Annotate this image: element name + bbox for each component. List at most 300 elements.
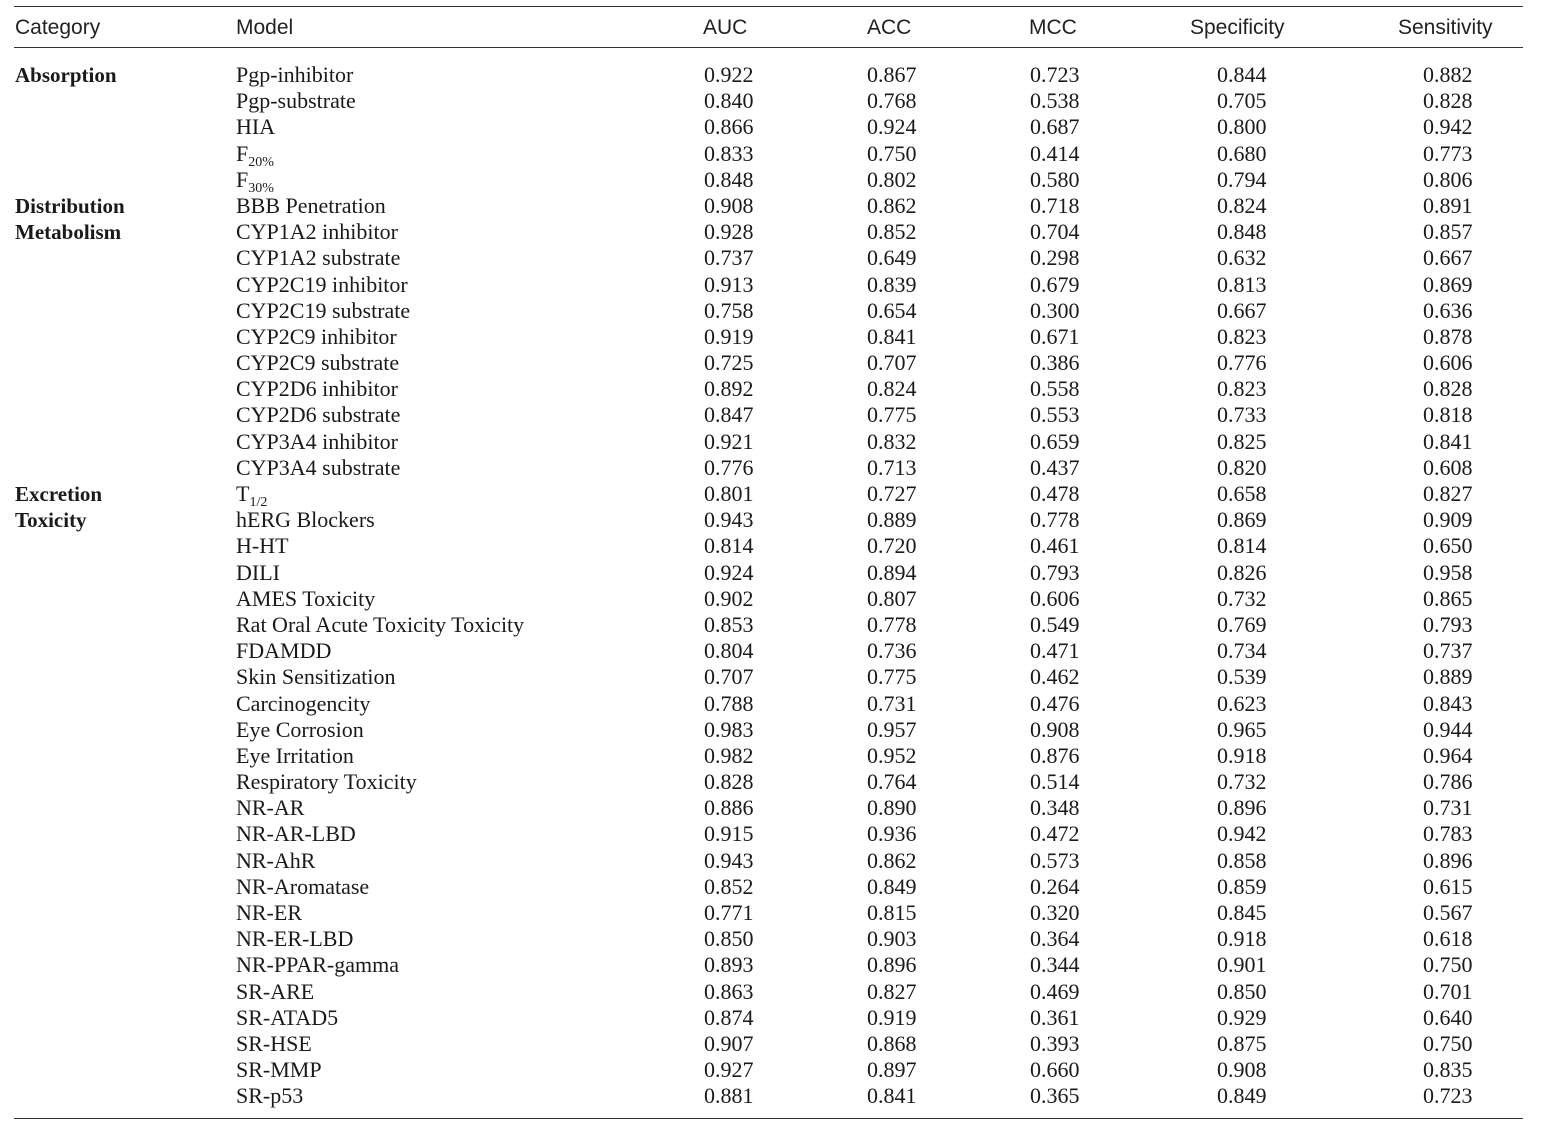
- row-model: NR-ER: [236, 900, 302, 925]
- cell-mcc: 0.659: [1030, 428, 1080, 454]
- table-row: [14, 874, 1523, 900]
- cell-acc: 0.827: [867, 978, 917, 1004]
- cell-sensitivity: 0.636: [1423, 297, 1473, 323]
- row-model: CYP3A4 substrate: [236, 454, 401, 480]
- cell-mcc: 0.606: [1030, 585, 1080, 611]
- table-row: [14, 272, 1523, 298]
- cell-auc: 0.983: [704, 716, 754, 742]
- cell-acc: 0.731: [867, 690, 917, 716]
- row-model: SR-ATAD5: [236, 1004, 339, 1030]
- cell-mcc: 0.660: [1030, 1057, 1080, 1083]
- cell-acc: 0.862: [867, 847, 917, 873]
- row-model: DILI: [236, 559, 280, 585]
- cell-acc: 0.894: [867, 559, 917, 585]
- cell-mcc: 0.264: [1030, 873, 1080, 899]
- cell-mcc: 0.364: [1030, 926, 1080, 952]
- cell-auc: 0.924: [704, 559, 754, 585]
- cell-sensitivity: 0.891: [1423, 192, 1473, 218]
- cell-acc: 0.889: [867, 507, 917, 533]
- row-model: Pgp-inhibitor: [236, 62, 354, 87]
- cell-specificity: 0.667: [1217, 297, 1267, 323]
- cell-acc: 0.778: [867, 611, 917, 637]
- cell-mcc: 0.462: [1030, 664, 1080, 690]
- cell-sensitivity: 0.818: [1423, 402, 1473, 428]
- table-row: [14, 821, 1523, 847]
- cell-auc: 0.928: [704, 219, 754, 245]
- cell-sensitivity: 0.793: [1423, 611, 1473, 637]
- cell-sensitivity: 0.737: [1423, 638, 1473, 664]
- row-model: NR-PPAR-gamma: [236, 952, 399, 978]
- table-row: [14, 376, 1523, 402]
- cell-specificity: 0.794: [1217, 166, 1267, 192]
- cell-auc: 0.874: [704, 1004, 754, 1030]
- cell-acc: 0.936: [867, 821, 917, 847]
- table-row: [14, 298, 1523, 324]
- row-category: Metabolism: [15, 220, 122, 245]
- cell-specificity: 0.705: [1217, 88, 1267, 114]
- table-row: [14, 402, 1523, 428]
- cell-sensitivity: 0.667: [1423, 245, 1473, 271]
- cell-acc: 0.903: [867, 926, 917, 952]
- row-model: NR-AhR: [236, 847, 316, 873]
- table-row: [14, 1031, 1523, 1057]
- cell-specificity: 0.844: [1217, 62, 1267, 87]
- table-row: [14, 1057, 1523, 1083]
- table-row: [14, 560, 1523, 586]
- cell-acc: 0.750: [867, 140, 917, 166]
- row-category: Distribution: [15, 193, 125, 218]
- row-model: NR-Aromatase: [236, 873, 370, 899]
- table-row: [14, 717, 1523, 743]
- table-row: [14, 429, 1523, 455]
- cell-sensitivity: 0.944: [1423, 716, 1473, 742]
- cell-auc: 0.922: [704, 62, 754, 87]
- row-model: [236, 166, 274, 196]
- model-subscript: 1/2: [249, 495, 268, 510]
- row-category: Absorption: [15, 63, 117, 87]
- row-category: Excretion: [15, 482, 103, 506]
- cell-acc: 0.802: [867, 166, 917, 192]
- cell-acc: 0.896: [867, 952, 917, 978]
- cell-mcc: 0.538: [1030, 88, 1080, 114]
- cell-specificity: 0.733: [1217, 402, 1267, 428]
- cell-acc: 0.852: [867, 219, 917, 245]
- table-row: [14, 979, 1523, 1005]
- cell-auc: 0.707: [704, 664, 754, 690]
- cell-specificity: 0.908: [1217, 1057, 1267, 1083]
- cell-mcc: 0.414: [1030, 140, 1080, 166]
- cell-auc: 0.982: [704, 742, 754, 768]
- cell-auc: 0.886: [704, 795, 754, 821]
- cell-auc: 0.804: [704, 638, 754, 664]
- row-model: CYP2C19 substrate: [236, 297, 411, 323]
- cell-auc: 0.852: [704, 873, 754, 899]
- row-model: NR-ER-LBD: [236, 926, 354, 952]
- cell-mcc: 0.514: [1030, 769, 1080, 795]
- results-table: [14, 6, 1523, 1119]
- cell-acc: 0.897: [867, 1057, 917, 1083]
- model-subscript: 20%: [248, 154, 274, 170]
- cell-sensitivity: 0.606: [1423, 350, 1473, 376]
- table-row: [14, 926, 1523, 952]
- cell-sensitivity: 0.841: [1423, 428, 1473, 454]
- cell-sensitivity: 0.843: [1423, 690, 1473, 716]
- cell-sensitivity: 0.773: [1423, 140, 1473, 166]
- cell-acc: 0.832: [867, 428, 917, 454]
- cell-acc: 0.919: [867, 1004, 917, 1030]
- cell-acc: 0.720: [867, 533, 917, 559]
- cell-auc: 0.847: [704, 402, 754, 428]
- table-row: [14, 638, 1523, 664]
- cell-auc: 0.848: [704, 166, 754, 192]
- cell-sensitivity: 0.828: [1423, 376, 1473, 402]
- cell-mcc: 0.671: [1030, 323, 1080, 349]
- cell-auc: 0.863: [704, 978, 754, 1004]
- cell-mcc: 0.553: [1030, 402, 1080, 428]
- cell-acc: 0.707: [867, 350, 917, 376]
- cell-mcc: 0.469: [1030, 978, 1080, 1004]
- cell-auc: 0.913: [704, 271, 754, 297]
- cell-specificity: 0.734: [1217, 638, 1267, 664]
- cell-mcc: 0.549: [1030, 611, 1080, 637]
- cell-mcc: 0.704: [1030, 219, 1080, 245]
- cell-specificity: 0.732: [1217, 585, 1267, 611]
- header-category: Category: [15, 16, 101, 39]
- cell-specificity: 0.858: [1217, 847, 1267, 873]
- cell-sensitivity: 0.723: [1423, 1083, 1473, 1109]
- row-model: CYP2C9 inhibitor: [236, 323, 397, 349]
- cell-mcc: 0.361: [1030, 1004, 1080, 1030]
- header-specificity: Specificity: [1190, 16, 1285, 39]
- cell-sensitivity: 0.731: [1423, 795, 1473, 821]
- cell-acc: 0.849: [867, 873, 917, 899]
- cell-specificity: 0.820: [1217, 454, 1267, 480]
- cell-sensitivity: 0.750: [1423, 952, 1473, 978]
- row-model: Skin Sensitization: [236, 664, 396, 690]
- cell-specificity: 0.800: [1217, 114, 1267, 140]
- table-row: [14, 795, 1523, 821]
- cell-acc: 0.862: [867, 192, 917, 218]
- cell-acc: 0.824: [867, 376, 917, 402]
- cell-mcc: 0.558: [1030, 376, 1080, 402]
- cell-specificity: 0.539: [1217, 664, 1267, 690]
- cell-auc: 0.737: [704, 245, 754, 271]
- cell-auc: 0.758: [704, 297, 754, 323]
- header-sensitivity: Sensitivity: [1398, 16, 1493, 39]
- cell-sensitivity: 0.835: [1423, 1057, 1473, 1083]
- cell-specificity: 0.813: [1217, 271, 1267, 297]
- cell-auc: 0.828: [704, 769, 754, 795]
- cell-sensitivity: 0.828: [1423, 88, 1473, 114]
- cell-mcc: 0.723: [1030, 62, 1080, 87]
- cell-auc: 0.771: [704, 900, 754, 925]
- table-row: [14, 455, 1523, 481]
- model-symbol: F: [236, 140, 249, 166]
- row-model: Carcinogencity: [236, 690, 371, 716]
- cell-mcc: 0.437: [1030, 454, 1080, 480]
- row-model: SR-ARE: [236, 978, 315, 1004]
- cell-auc: 0.840: [704, 88, 754, 114]
- row-model: SR-p53: [236, 1083, 304, 1109]
- cell-sensitivity: 0.701: [1423, 978, 1473, 1004]
- row-model: Respiratory Toxicity: [236, 769, 417, 795]
- cell-specificity: 0.929: [1217, 1004, 1267, 1030]
- row-model: BBB Penetration: [236, 192, 386, 218]
- cell-auc: 0.921: [704, 428, 754, 454]
- table-row: [14, 166, 1523, 196]
- cell-sensitivity: 0.909: [1423, 507, 1473, 533]
- table-row: [14, 219, 1523, 245]
- table-row: [14, 62, 1523, 88]
- cell-sensitivity: 0.640: [1423, 1004, 1473, 1030]
- row-category: Toxicity: [15, 508, 87, 533]
- cell-specificity: 0.848: [1217, 219, 1267, 245]
- cell-specificity: 0.875: [1217, 1030, 1267, 1056]
- table-row: [14, 193, 1523, 219]
- cell-auc: 0.943: [704, 847, 754, 873]
- row-model: CYP2C9 substrate: [236, 350, 400, 376]
- cell-sensitivity: 0.650: [1423, 533, 1473, 559]
- cell-auc: 0.893: [704, 952, 754, 978]
- model-subscript: 30%: [248, 180, 274, 196]
- cell-sensitivity: 0.786: [1423, 769, 1473, 795]
- cell-auc: 0.927: [704, 1057, 754, 1083]
- cell-auc: 0.814: [704, 533, 754, 559]
- cell-sensitivity: 0.827: [1423, 481, 1473, 506]
- cell-mcc: 0.876: [1030, 742, 1080, 768]
- cell-specificity: 0.623: [1217, 690, 1267, 716]
- table-row: [14, 612, 1523, 638]
- cell-auc: 0.943: [704, 507, 754, 533]
- cell-mcc: 0.344: [1030, 952, 1080, 978]
- cell-sensitivity: 0.958: [1423, 559, 1473, 585]
- cell-mcc: 0.476: [1030, 690, 1080, 716]
- cell-specificity: 0.845: [1217, 900, 1267, 925]
- cell-specificity: 0.823: [1217, 323, 1267, 349]
- table-row: [14, 1005, 1523, 1031]
- cell-mcc: 0.348: [1030, 795, 1080, 821]
- cell-mcc: 0.573: [1030, 847, 1080, 873]
- cell-auc: 0.850: [704, 926, 754, 952]
- cell-mcc: 0.679: [1030, 271, 1080, 297]
- cell-specificity: 0.776: [1217, 350, 1267, 376]
- cell-mcc: 0.471: [1030, 638, 1080, 664]
- table-row: [14, 245, 1523, 271]
- table-row: [14, 533, 1523, 559]
- row-model: SR-HSE: [236, 1030, 312, 1056]
- header-mcc: MCC: [1029, 16, 1077, 39]
- cell-mcc: 0.393: [1030, 1030, 1080, 1056]
- table-row: [14, 1083, 1523, 1109]
- cell-mcc: 0.298: [1030, 245, 1080, 271]
- row-model: hERG Blockers: [236, 507, 375, 533]
- header-model: Model: [236, 16, 294, 39]
- cell-acc: 0.768: [867, 88, 917, 114]
- cell-specificity: 0.901: [1217, 952, 1267, 978]
- cell-specificity: 0.814: [1217, 533, 1267, 559]
- model-symbol: T: [236, 481, 250, 506]
- row-model: AMES Toxicity: [236, 585, 376, 611]
- cell-auc: 0.892: [704, 376, 754, 402]
- cell-specificity: 0.824: [1217, 192, 1267, 218]
- table-row: [14, 586, 1523, 612]
- cell-acc: 0.815: [867, 900, 917, 925]
- cell-mcc: 0.478: [1030, 481, 1080, 506]
- cell-specificity: 0.632: [1217, 245, 1267, 271]
- cell-auc: 0.776: [704, 454, 754, 480]
- cell-sensitivity: 0.567: [1423, 900, 1473, 925]
- cell-acc: 0.924: [867, 114, 917, 140]
- cell-acc: 0.649: [867, 245, 917, 271]
- cell-specificity: 0.732: [1217, 769, 1267, 795]
- cell-acc: 0.839: [867, 271, 917, 297]
- cell-auc: 0.908: [704, 192, 754, 218]
- row-model: NR-AR: [236, 795, 305, 821]
- cell-sensitivity: 0.857: [1423, 219, 1473, 245]
- table-row: [14, 481, 1523, 510]
- cell-auc: 0.853: [704, 611, 754, 637]
- cell-sensitivity: 0.615: [1423, 873, 1473, 899]
- row-model: Eye Irritation: [236, 742, 354, 768]
- cell-acc: 0.764: [867, 769, 917, 795]
- table-row: [14, 664, 1523, 690]
- cell-mcc: 0.472: [1030, 821, 1080, 847]
- cell-sensitivity: 0.865: [1423, 585, 1473, 611]
- cell-sensitivity: 0.942: [1423, 114, 1473, 140]
- table-row: [14, 88, 1523, 114]
- cell-acc: 0.868: [867, 1030, 917, 1056]
- table-row: [14, 324, 1523, 350]
- cell-mcc: 0.908: [1030, 716, 1080, 742]
- row-model: CYP2D6 substrate: [236, 402, 401, 428]
- cell-mcc: 0.718: [1030, 192, 1080, 218]
- cell-specificity: 0.823: [1217, 376, 1267, 402]
- cell-auc: 0.915: [704, 821, 754, 847]
- cell-acc: 0.890: [867, 795, 917, 821]
- table-row: [14, 743, 1523, 769]
- cell-specificity: 0.850: [1217, 978, 1267, 1004]
- row-model: [236, 481, 268, 510]
- table-header-row: [14, 7, 1523, 48]
- cell-specificity: 0.869: [1217, 507, 1267, 533]
- header-acc: ACC: [867, 16, 912, 39]
- cell-specificity: 0.825: [1217, 428, 1267, 454]
- cell-sensitivity: 0.882: [1423, 62, 1473, 87]
- model-symbol: F: [236, 166, 249, 192]
- cell-specificity: 0.769: [1217, 611, 1267, 637]
- cell-acc: 0.736: [867, 638, 917, 664]
- cell-specificity: 0.896: [1217, 795, 1267, 821]
- cell-specificity: 0.918: [1217, 926, 1267, 952]
- cell-mcc: 0.461: [1030, 533, 1080, 559]
- cell-acc: 0.807: [867, 585, 917, 611]
- table-row: [14, 769, 1523, 795]
- cell-sensitivity: 0.964: [1423, 742, 1473, 768]
- row-model: CYP1A2 substrate: [236, 245, 401, 271]
- cell-acc: 0.775: [867, 402, 917, 428]
- cell-acc: 0.867: [867, 62, 917, 87]
- row-model: CYP2C19 inhibitor: [236, 271, 408, 297]
- table-row: [14, 900, 1523, 926]
- cell-sensitivity: 0.750: [1423, 1030, 1473, 1056]
- row-model: SR-MMP: [236, 1057, 322, 1083]
- cell-acc: 0.727: [867, 481, 917, 506]
- cell-sensitivity: 0.618: [1423, 926, 1473, 952]
- table-row: [14, 848, 1523, 874]
- cell-sensitivity: 0.783: [1423, 821, 1473, 847]
- row-model: FDAMDD: [236, 638, 332, 664]
- cell-specificity: 0.826: [1217, 559, 1267, 585]
- row-model: [236, 140, 274, 170]
- cell-auc: 0.788: [704, 690, 754, 716]
- cell-specificity: 0.680: [1217, 140, 1267, 166]
- cell-acc: 0.654: [867, 297, 917, 323]
- cell-specificity: 0.942: [1217, 821, 1267, 847]
- cell-specificity: 0.849: [1217, 1083, 1267, 1109]
- row-model: H-HT: [236, 533, 289, 559]
- cell-auc: 0.919: [704, 323, 754, 349]
- cell-specificity: 0.918: [1217, 742, 1267, 768]
- header-auc: AUC: [703, 16, 748, 39]
- cell-sensitivity: 0.878: [1423, 323, 1473, 349]
- cell-acc: 0.957: [867, 716, 917, 742]
- cell-specificity: 0.658: [1217, 481, 1267, 506]
- cell-auc: 0.866: [704, 114, 754, 140]
- cell-auc: 0.907: [704, 1030, 754, 1056]
- table-row: [14, 952, 1523, 978]
- cell-acc: 0.841: [867, 1083, 917, 1109]
- cell-mcc: 0.580: [1030, 166, 1080, 192]
- table-row: [14, 507, 1523, 533]
- cell-sensitivity: 0.608: [1423, 454, 1473, 480]
- row-model: HIA: [236, 114, 276, 140]
- table-row: [14, 691, 1523, 717]
- cell-auc: 0.902: [704, 585, 754, 611]
- cell-acc: 0.841: [867, 323, 917, 349]
- table-row: [14, 140, 1523, 170]
- cell-acc: 0.713: [867, 454, 917, 480]
- table-row: [14, 114, 1523, 140]
- cell-auc: 0.725: [704, 350, 754, 376]
- cell-sensitivity: 0.869: [1423, 271, 1473, 297]
- cell-specificity: 0.965: [1217, 716, 1267, 742]
- cell-acc: 0.775: [867, 664, 917, 690]
- row-model: Rat Oral Acute Toxicity Toxicity: [236, 611, 525, 637]
- cell-sensitivity: 0.889: [1423, 664, 1473, 690]
- cell-mcc: 0.793: [1030, 559, 1080, 585]
- cell-mcc: 0.687: [1030, 114, 1080, 140]
- row-model: CYP3A4 inhibitor: [236, 428, 398, 454]
- cell-auc: 0.881: [704, 1083, 754, 1109]
- cell-mcc: 0.300: [1030, 297, 1080, 323]
- cell-acc: 0.952: [867, 742, 917, 768]
- cell-auc: 0.801: [704, 481, 754, 506]
- row-model: CYP1A2 inhibitor: [236, 219, 398, 245]
- cell-mcc: 0.386: [1030, 350, 1080, 376]
- cell-mcc: 0.320: [1030, 900, 1080, 925]
- cell-mcc: 0.778: [1030, 507, 1080, 533]
- row-model: NR-AR-LBD: [236, 821, 356, 847]
- cell-specificity: 0.859: [1217, 873, 1267, 899]
- row-model: CYP2D6 inhibitor: [236, 376, 398, 402]
- cell-auc: 0.833: [704, 140, 754, 166]
- cell-sensitivity: 0.806: [1423, 166, 1473, 192]
- row-model: Pgp-substrate: [236, 88, 356, 114]
- cell-sensitivity: 0.896: [1423, 847, 1473, 873]
- table-body: [14, 48, 1523, 1119]
- table-row: [14, 350, 1523, 376]
- row-model: Eye Corrosion: [236, 716, 364, 742]
